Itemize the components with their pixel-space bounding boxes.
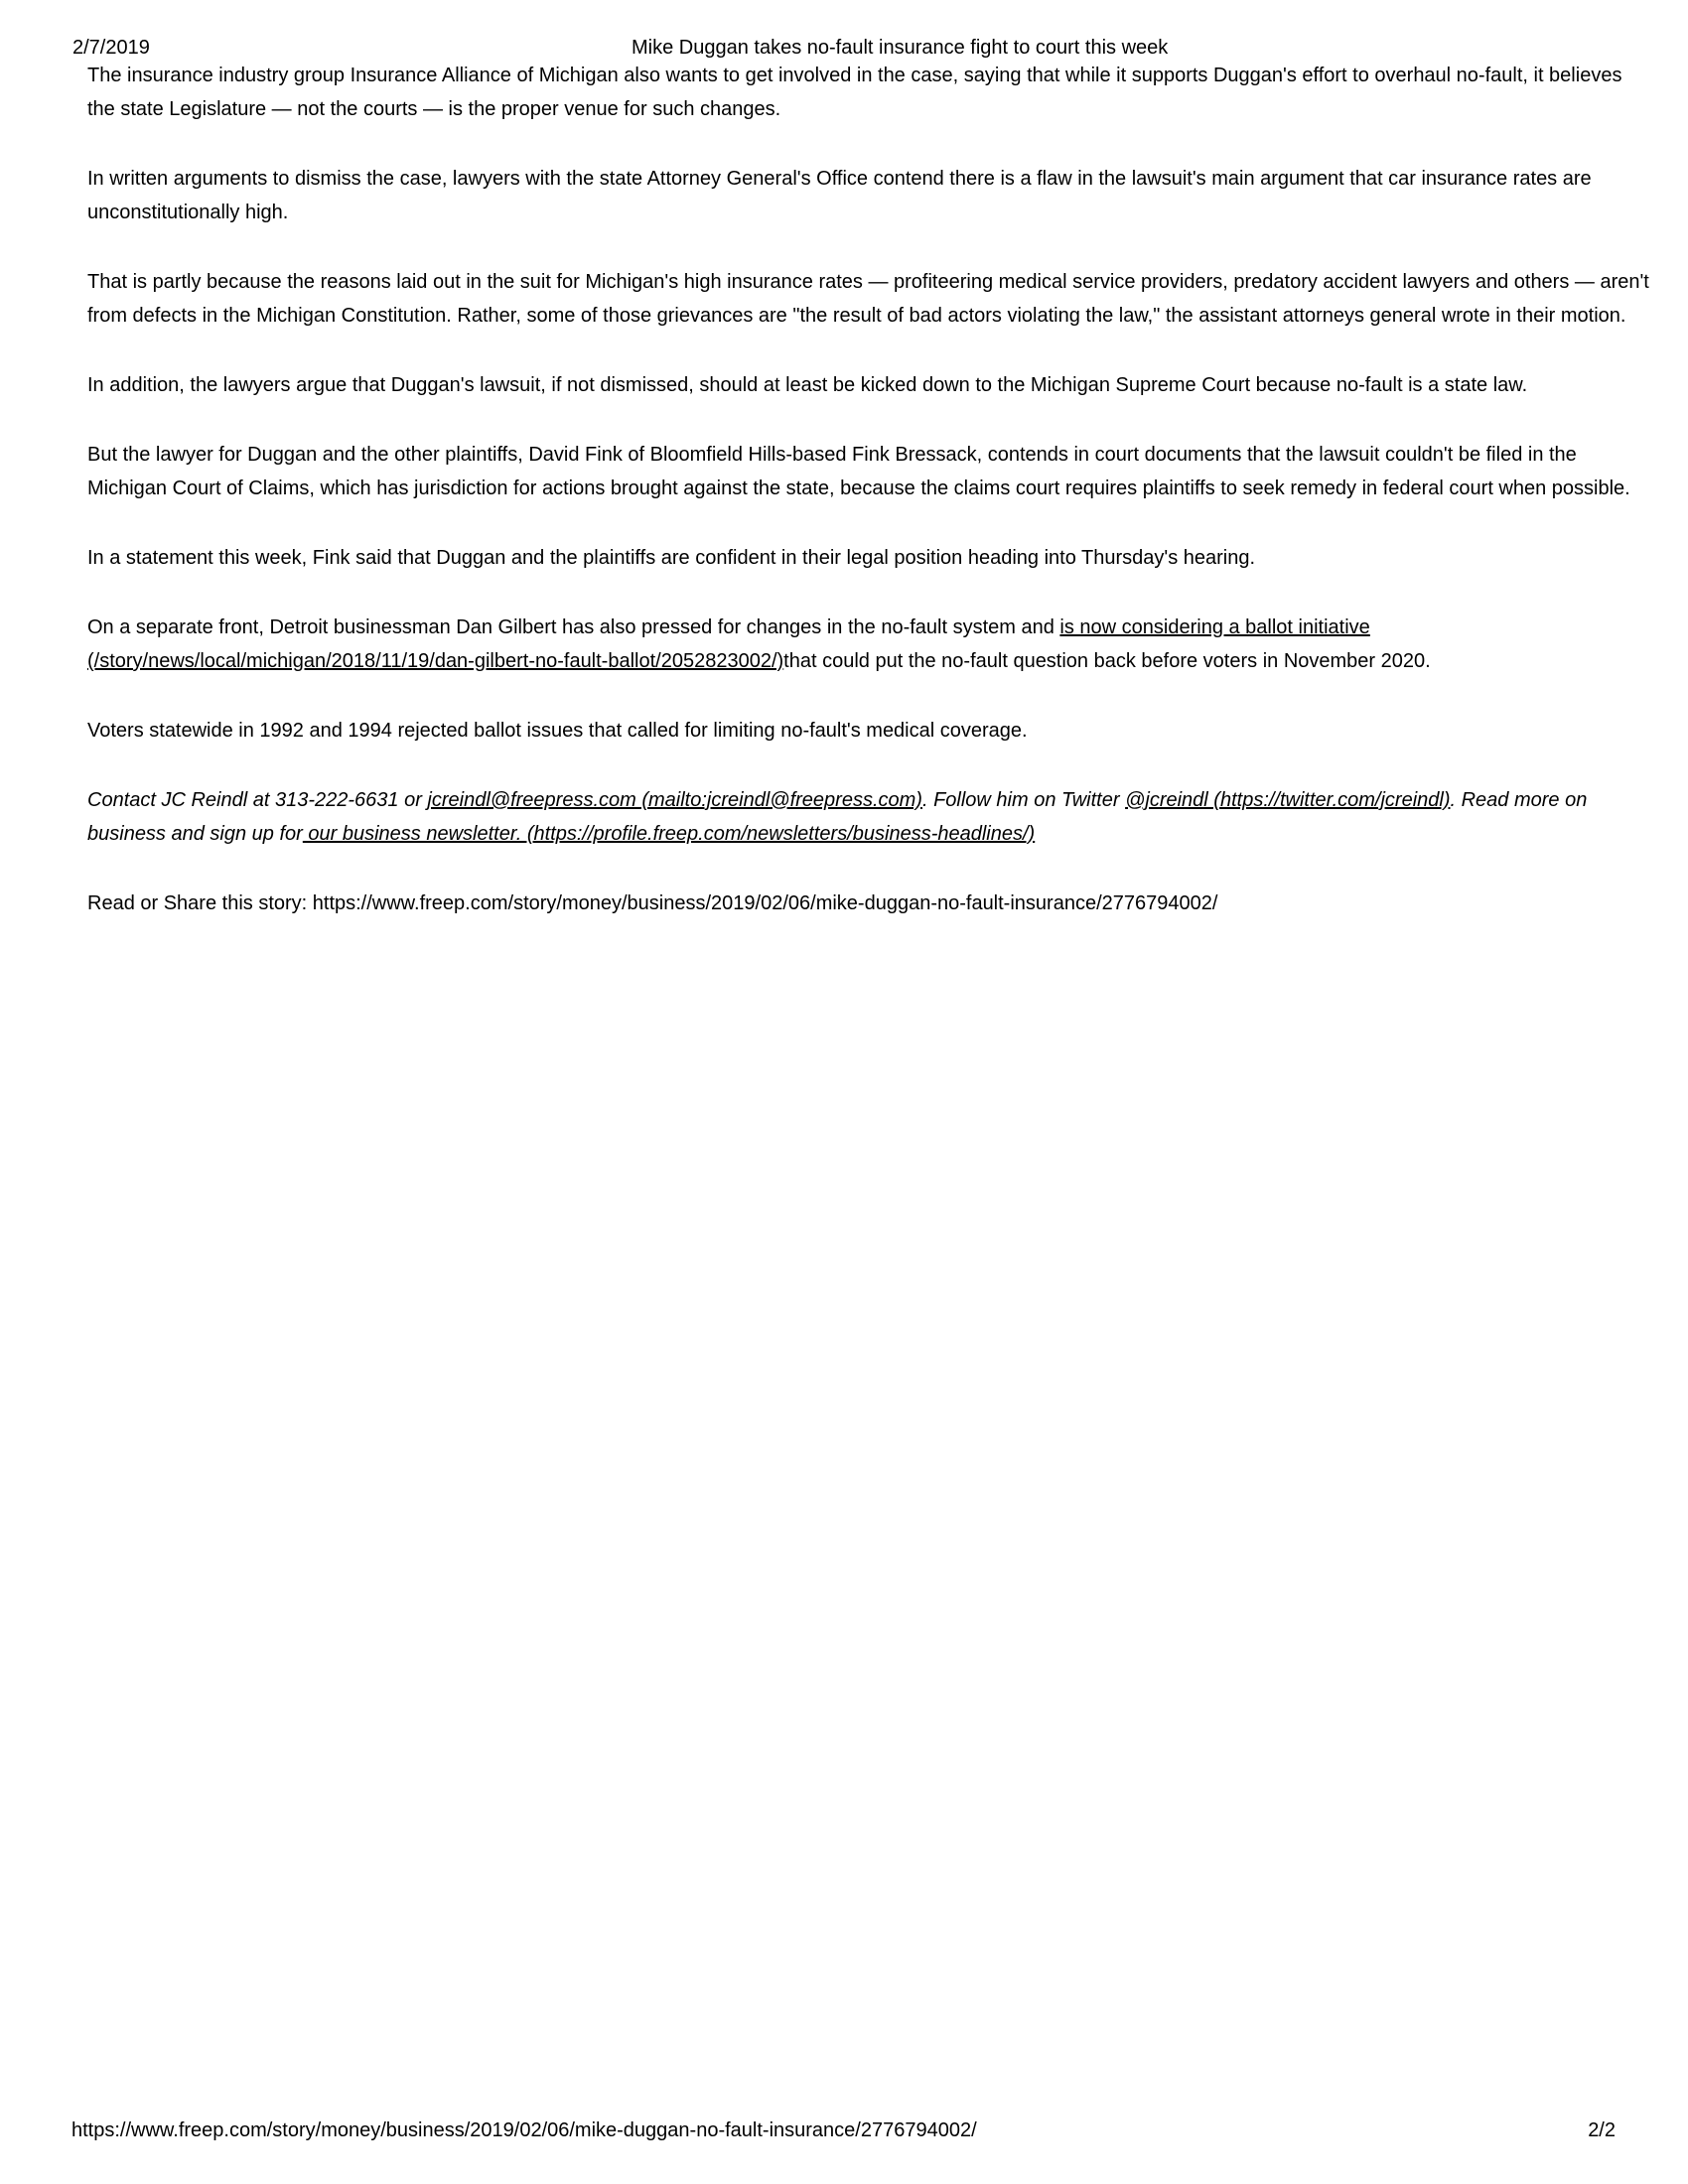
document-title: Mike Duggan takes no-fault insurance fight to court this week: [632, 37, 1169, 58]
ballot-initiative-link[interactable]: is now considering a ballot initiative (/story/news/local/michigan/2018/11/19/dan-gilbert-no-fault-ballot/2052823002/): [87, 616, 1370, 672]
paragraph-statement-this-week: In a statement this week, Fink said that Duggan and the plaintiffs are confident in their legal position heading into Thursday's hearing.: [87, 547, 1256, 569]
twitter-link[interactable]: @jcreindl (https://twitter.com/jcreindl): [1125, 789, 1451, 811]
paragraph-david-fink: But the lawyer for Duggan and the other plaintiffs, David Fink of Bloomfield Hills-based Fink Bressack, contends in court documents that the lawsuit couldn't be filed in the Michigan Court of Claims, which has jurisdiction for actions brought against the state, because the claims court requires plaintiffs to seek remedy in federal court when possible.: [87, 444, 1630, 499]
paragraph-text: . Read more on business and sign up for: [87, 789, 1588, 845]
print-date: 2/7/2019: [72, 37, 150, 58]
paragraph-voters-statewide: Voters statewide in 1992 and 1994 rejected ballot issues that called for limiting no-fault's medical coverage.: [87, 720, 1028, 742]
paragraph-contact: [87, 783, 1651, 851]
paragraph-written-arguments: In written arguments to dismiss the case, lawyers with the state Attorney General's Office contend there is a flaw in the lawsuit's main argument that car insurance rates are unconstitutionally high.: [87, 168, 1592, 223]
paragraph-insurance-alliance: The insurance industry group Insurance Alliance of Michigan also wants to get involved in the case, saying that while it supports Duggan's effort to overhaul no-fault, it believes the state Legislature — not the courts — is the proper venue for such changes.: [87, 65, 1622, 120]
email-link[interactable]: jcreindl@freepress.com (mailto:jcreindl@freepress.com): [427, 789, 922, 811]
paragraph-reasons-laid-out: That is partly because the reasons laid out in the suit for Michigan's high insurance rates — profiteering medical service providers, predatory accident lawyers and others — aren't from defects in the Michigan Constitution. Rather, some of those grievances are "the result of bad actors violating the law," the assistant attorneys general wrote in their motion.: [87, 271, 1649, 327]
page-number: 2/2: [1588, 2119, 1616, 2141]
paragraph-text: Contact JC Reindl at 313-222-6631 or: [87, 789, 428, 811]
paragraph-text: On a separate front, Detroit businessman Dan Gilbert has also pressed for changes in the no-fault system and: [87, 616, 1060, 638]
newsletter-link[interactable]: our business newsletter. (https://profile.freep.com/newsletters/business-headlines/): [302, 823, 1036, 845]
print-footer: [71, 2117, 1616, 2143]
print-header: [0, 0, 1688, 58]
article-body: [87, 59, 1651, 956]
footer-url: https://www.freep.com/story/money/business/2019/02/06/mike-duggan-no-fault-insurance/2776794002/: [71, 2119, 977, 2141]
paragraph-dan-gilbert: [87, 611, 1651, 678]
paragraph-kicked-down: In addition, the lawyers argue that Duggan's lawsuit, if not dismissed, should at least be kicked down to the Michigan Supreme Court because no-fault is a state law.: [87, 374, 1528, 396]
paragraph-read-or-share: Read or Share this story: https://www.freep.com/story/money/business/2019/02/06/mike-duggan-no-fault-insurance/2776794002/: [87, 892, 1218, 914]
paragraph-text: that could put the no-fault question back before voters in November 2020.: [783, 650, 1431, 672]
paragraph-text: . Follow him on Twitter: [921, 789, 1126, 811]
